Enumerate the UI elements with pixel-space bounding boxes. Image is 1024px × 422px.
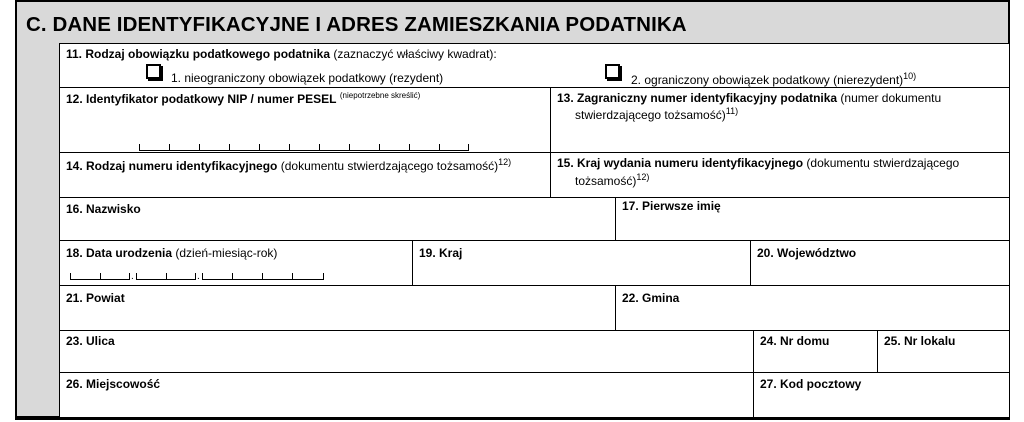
field-24-house-number[interactable] <box>753 330 879 374</box>
field-17-first-name[interactable] <box>615 197 1010 242</box>
field-12-nip-pesel[interactable] <box>59 87 552 154</box>
birth-month-ticks <box>136 273 196 280</box>
field-12-label: 12. Identyfikator podatkowy NIP / numer PESEL $^{(niepotrzebne skreślić)}$ <box>66 91 421 106</box>
field-27-postal-code[interactable] <box>753 372 1010 418</box>
option-2-label: 2. ograniczony obowiązek podatkowy (nierezydent)$^{10)}$ <box>631 71 917 87</box>
field-19-label: 19. Kraj <box>419 246 463 260</box>
field-13-label: 13. Zagraniczny numer identyfikacyjny podatnika (numer dokumentu <box>557 91 942 105</box>
field-15-label: 15. Kraj wydania numeru identyfikacyjnego (dokumentu stwierdzającego <box>557 156 960 170</box>
field-22-label: 22. Gmina <box>622 291 680 305</box>
field-24-label: 24. Nr domu <box>760 334 830 348</box>
field-16-label: 16. Nazwisko <box>66 202 141 216</box>
checkbox-limited-obligation[interactable] <box>605 64 620 79</box>
field-17-label: 17. Pierwsze imię <box>622 199 721 213</box>
field-18-birth-date[interactable] <box>59 240 414 287</box>
field-20-voivodeship[interactable] <box>750 240 1010 287</box>
checkbox-unlimited-obligation[interactable] <box>146 64 161 79</box>
field-16-surname[interactable] <box>59 197 617 242</box>
field-27-label: 27. Kod pocztowy <box>760 377 862 391</box>
birth-year-ticks <box>202 273 324 280</box>
field-25-apartment-number[interactable] <box>877 330 1010 374</box>
field-26-city[interactable] <box>59 372 755 418</box>
field-23-street[interactable] <box>59 330 755 374</box>
nip-digit-ticks <box>139 144 469 151</box>
field-13-foreign-id[interactable] <box>550 87 1010 154</box>
field-26-label: 26. Miejscowość <box>66 377 161 391</box>
birth-day-ticks <box>70 273 130 280</box>
field-11-obligation-type <box>59 43 1010 88</box>
field-11-label: 11. Rodzaj obowiązku podatkowego podatnika (zaznaczyć właściwy kwadrat): <box>66 47 497 61</box>
field-21-label: 21. Powiat <box>66 291 125 305</box>
field-25-label: 25. Nr lokalu <box>884 334 956 348</box>
date-separator-1: . <box>131 271 134 282</box>
field-19-country[interactable] <box>412 240 752 287</box>
field-21-county[interactable] <box>59 285 617 332</box>
field-20-label: 20. Województwo <box>757 246 857 260</box>
form-bottom-edge <box>15 418 1010 422</box>
section-title: C. DANE IDENTYFIKACYJNE I ADRES ZAMIESZKANIA PODATNIKA <box>26 13 687 36</box>
section-c-form <box>15 0 1010 418</box>
field-13-label-line2: stwierdzającego tożsamość)$^{11)}$ <box>575 106 739 122</box>
option-1-label: 1. nieograniczony obowiązek podatkowy (rezydent) <box>171 71 444 85</box>
field-14-id-type[interactable] <box>59 152 552 199</box>
field-22-commune[interactable] <box>615 285 1010 332</box>
field-23-label: 23. Ulica <box>66 334 115 348</box>
field-15-id-country[interactable] <box>550 152 1010 199</box>
field-15-label-line2: tożsamość)$^{12)}$ <box>575 172 650 188</box>
field-18-label: 18. Data urodzenia (dzień-miesiąc-rok) <box>66 246 278 260</box>
date-separator-2: . <box>197 271 200 282</box>
field-14-label: 14. Rodzaj numeru identyfikacyjnego (dokumentu stwierdzającego tożsamość)$^{12)}$ <box>66 157 512 173</box>
